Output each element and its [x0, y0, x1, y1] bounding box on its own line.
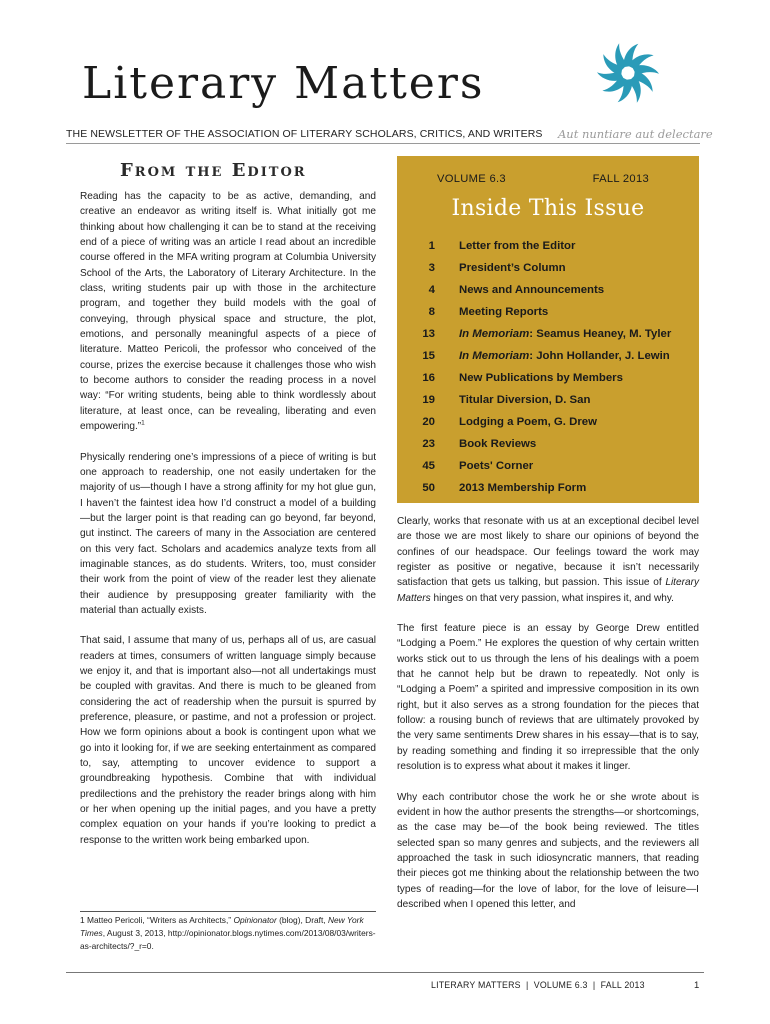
issue-volume-row	[437, 173, 649, 185]
editor-letter-right-column	[397, 514, 699, 912]
editor-paragraph: Why each contributor chose the work he or she wrote about is evident in how the author presents the strengths—or shortcomings, as the case may be—of the book being reviewed. The titles selected span so many genres and subjects, and the reviewers all approached the task in such idiosyncratic manners, that reading their pieces got me thinking about the relationship between the two types of reading—for the love of labor, for the love of leisure—I described when I opened this letter, and	[397, 791, 699, 910]
toc-item[interactable]: 20 Lodging a Poem, G. Drew	[422, 416, 597, 428]
issue-season: FALL 2013	[592, 173, 649, 185]
editor-letter-left-column	[80, 189, 376, 848]
editor-paragraph: The first feature piece is an essay by George Drew entitled “Lodging a Poem.” He explores the question of why certain written works stick out to us through the lens of his dealings with a poem that he cannot help but be drawn to repeatedly. Not only is “Lodging a Poem” a spirited and impressive composition in its own right, but it also serves as a strong foundation for the pieces that follow: a rousing bunch of reviews that are ultimately provoked by the very same sentiments Drew shares in his essay—that is to say, by reading something and finding it so irrepressible that the only resolution is to express what about it makes it linger.	[397, 623, 699, 773]
footer-issue-info: LITERARY MATTERS | VOLUME 6.3 | FALL 2013	[431, 980, 645, 990]
section-heading-from-the-editor: From the Editor	[120, 160, 307, 181]
masthead-motto: Aut nuntiare aut delectare	[558, 127, 713, 141]
toc-item[interactable]: 15 In Memoriam: John Hollander, J. Lewin	[422, 350, 670, 362]
toc-item[interactable]: 19 Titular Diversion, D. San	[422, 394, 591, 406]
toc-item[interactable]: 50 2013 Membership Form	[422, 482, 587, 494]
editor-paragraph: That said, I assume that many of us, perhaps all of us, are casual readers at times, consumers of written language simply because we enjoy it, and that is important also—not all undertakings must be coupled with gravitas. And there is much to be gleaned from considering the act of readership when the pursuit is spurred by preference, pleasure, or pastime, and not a profession or project. How we form opinions about a book is contingent upon what we go into it looking for, if we are seeking entertainment as compared to, say, attempting to uncover evidence to support a groundbreaking hypothesis. Combine that with individual predilections and the prehistory the reader brings along with him or her when opening up the initial pages, and you have a pretty complex equation on your hands if you’re looking to predict a response to the written work being embarked upon.	[80, 635, 376, 846]
issue-volume: VOLUME 6.3	[437, 173, 506, 185]
inside-this-issue-title: Inside This Issue	[451, 196, 645, 221]
page-number: 1	[694, 980, 700, 991]
toc-item[interactable]: 23 Book Reviews	[422, 438, 537, 450]
toc-item[interactable]: 3 President’s Column	[428, 262, 566, 274]
editor-paragraph: Physically rendering one’s impressions of a piece of writing is but one approach to readership, one not easily undertaken for the majority of us—though I have a strong affinity for my hot glue gun, I haven’t the faintest idea how I’d construct a model of a building—but the larger point is that reading can go beyond, far beyond, gut instinct. The careers of many in the Association are centered on this very fact. Scholars and academics analyze texts from all imaginable stances, as do students. Writers, too, must consider their work from the point of view of the reader lest they alienate their audience by presupposing greater familiarity with the material than actually exists.	[80, 451, 376, 616]
logo-center	[623, 68, 633, 78]
masthead-title: Literary Matters	[82, 58, 485, 109]
toc-item[interactable]: 16 New Publications by Members	[422, 372, 623, 384]
toc-item[interactable]: 8 Meeting Reports	[428, 306, 549, 318]
editor-paragraph: Clearly, works that resonate with us at an exceptional decibel level are those we are most likely to share our opinions of beyond the confines of our headspace. Our feelings toward the work may register as positive or negative, because it isn’t necessarily satisfaction that gets us talking, but passion. This issue of Literary Matters hinges on that very passion, what inspires it, and why.	[397, 516, 699, 604]
toc-item[interactable]: 4 News and Announcements	[428, 284, 605, 296]
spiral-swirl-logo-icon	[588, 32, 668, 114]
masthead-divider	[66, 143, 700, 144]
toc-item[interactable]: 1 Letter from the Editor	[428, 240, 576, 252]
footnote: 1 Matteo Pericoli, “Writers as Architects,” Opinionator (blog), Draft, New York Times, August 3, 2013, http://opinionator.blogs.nytimes.com/2013/08/03/writers-as-architects/?_r=0.	[80, 915, 376, 951]
footnote-marker: 1	[141, 419, 145, 427]
toc-item[interactable]: 13 In Memoriam: Seamus Heaney, M. Tyler	[422, 328, 672, 340]
inside-this-issue-box	[397, 156, 699, 503]
footnote-divider	[80, 911, 376, 912]
table-of-contents	[397, 235, 699, 499]
toc-item[interactable]: 45 Poets' Corner	[422, 460, 534, 472]
footer-divider	[66, 972, 704, 973]
newsletter-tagline: THE NEWSLETTER OF THE ASSOCIATION OF LITERARY SCHOLARS, CRITICS, AND WRITERS	[66, 128, 543, 140]
editor-paragraph: Reading has the capacity to be as active, demanding, and creative an endeavor as writing itself is. What initially got me thinking about how challenging it can be to stand at the receiving end of a piece of writing was an article I read about an incredible course offered in the MFA writing program at Columbia University School of the Arts, the Laboratory of Literary Architecture. In the class, writing students pair up with those in the architecture program, and together they build models with the goal of conveying, through physical space and structure, the plot, emotions, and personally meaningful aspects of a piece of literature. Matteo Pericoli, the professor who conceived of the course, prizes the exercise because it challenges those who wish to become authors to consider the reading process in a novel way: “For writing students, being able to think wordlessly about literature, at least once, can be revealing, liberating and even empowering.”$^1$	[80, 191, 376, 433]
